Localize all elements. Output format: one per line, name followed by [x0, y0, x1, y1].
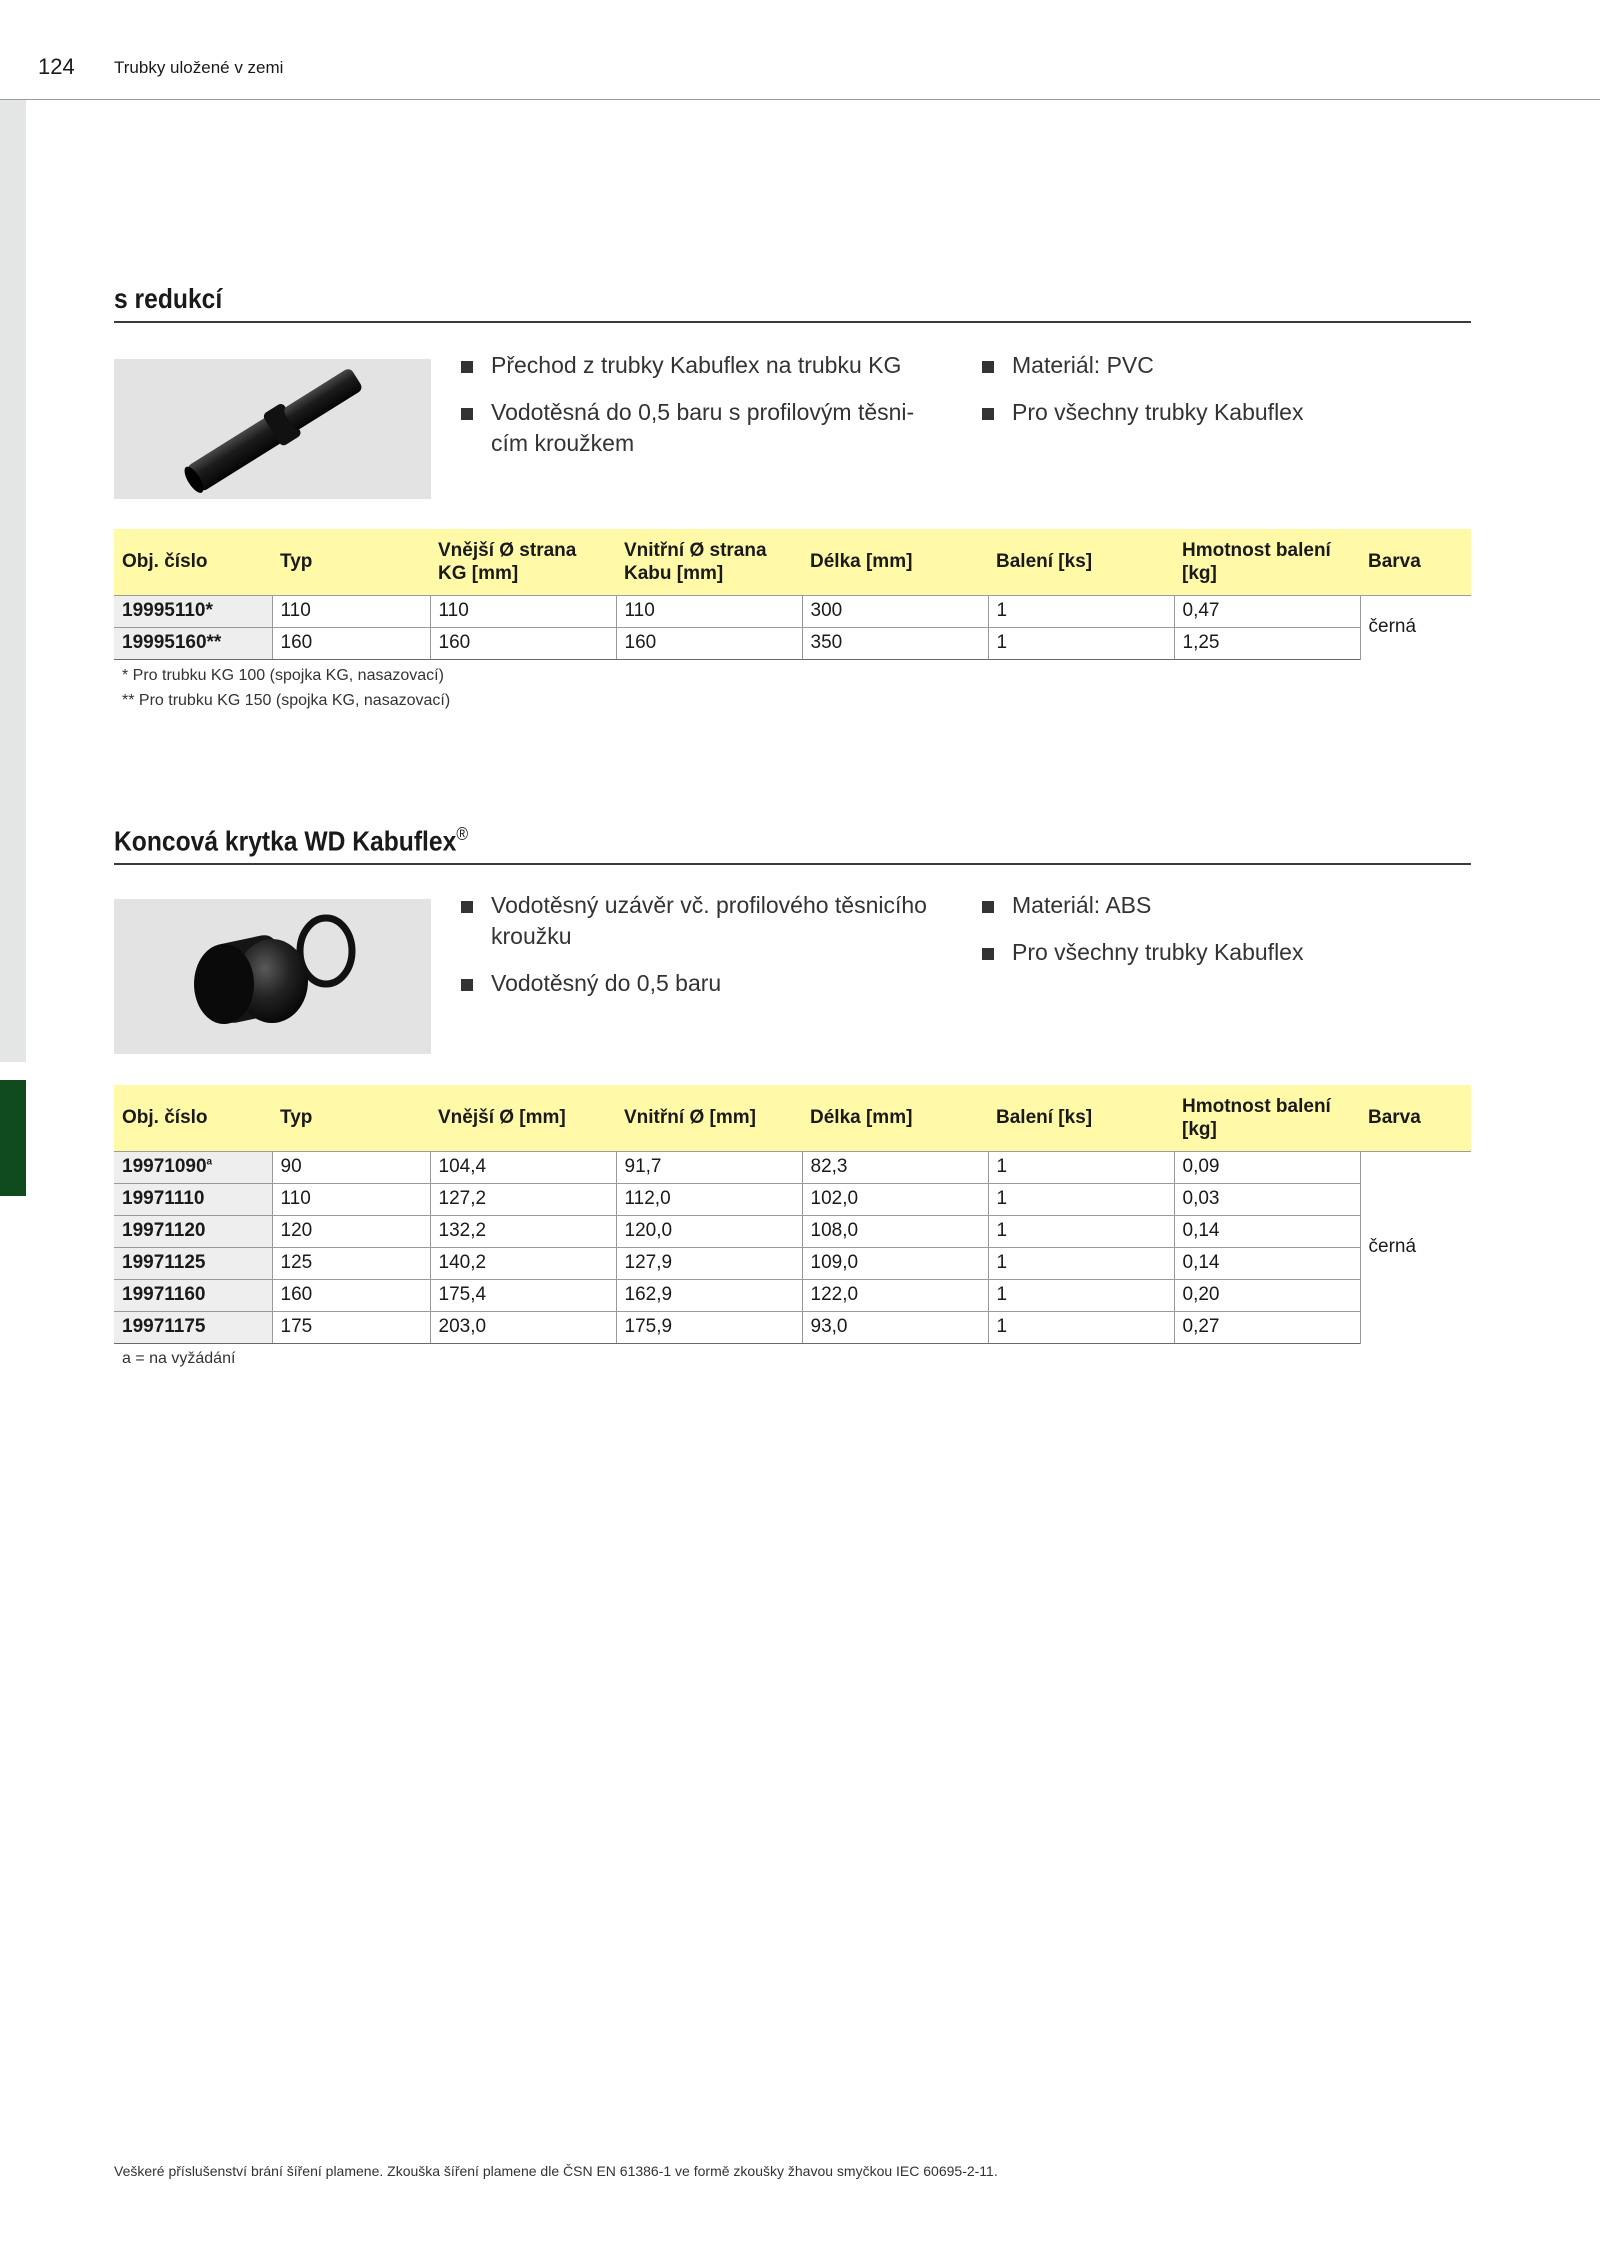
feature-item: Vodotěsný do 0,5 baru [461, 968, 961, 999]
header-color: Barva [1360, 1085, 1471, 1151]
footnote: * Pro trubku KG 100 (spojka KG, nasazovací) [122, 667, 444, 684]
color-cell: černá [1360, 595, 1471, 659]
header-inner: Vnitřní Ø strana Kabu [mm] [616, 529, 802, 595]
color-cell: černá [1360, 1151, 1471, 1343]
table-row: 19971160 160 175,4 162,9 122,0 1 0,20 [114, 1279, 1471, 1311]
section-rule [114, 863, 1471, 865]
feature-list-left [461, 350, 951, 475]
table-row: 19995160** 160 160 160 350 1 1,25 [114, 627, 1471, 659]
header-typ: Typ [272, 529, 430, 595]
side-bar [0, 100, 26, 1062]
section-title: Koncová krytka WD Kabuflex® [114, 824, 468, 857]
feature-list-right [982, 350, 1442, 444]
table-notes [122, 1346, 235, 1371]
footnote: a = na vyžádání [122, 1350, 236, 1367]
product-photo-end-cap [114, 899, 431, 1054]
footer-note: Veškeré příslušenství brání šíření plamene. Zkouška šíření plamene dle ČSN EN 61386-1 ve formě zkoušky žhavou smyčkou IEC 60695-2-11. [114, 2163, 998, 2179]
table-header [114, 1085, 1471, 1151]
section-reducer [114, 283, 1471, 315]
header-weight: Hmotnost balení [kg] [1174, 529, 1360, 595]
product-photo-reducer [114, 359, 431, 499]
header-color: Barva [1360, 529, 1471, 595]
header-length: Délka [mm] [802, 1085, 988, 1151]
feature-item: Přechod z trubky Kabuflex na trubku KG [461, 350, 951, 381]
footnote: ** Pro trubku KG 150 (spojka KG, nasazovací) [122, 692, 451, 709]
feature-list-right [982, 890, 1442, 984]
header-outer: Vnější Ø strana KG [mm] [430, 529, 616, 595]
spec-table-end-cap [114, 1085, 1471, 1344]
feature-item: Vodotěsný uzávěr vč. profilového těsnicího kroužku [461, 890, 961, 952]
table-row: 19995110* 110 110 110 300 1 0,47 černá [114, 595, 1471, 627]
spec-table-reducer [114, 529, 1471, 660]
header-typ: Typ [272, 1085, 430, 1151]
table-header [114, 529, 1471, 595]
table-row: 19971090$^a$ 90 104,4 91,7 82,3 1 0,09 černá [114, 1151, 1471, 1183]
header-obj: Obj. číslo [114, 1085, 272, 1151]
header-pack: Balení [ks] [988, 1085, 1174, 1151]
header-inner: Vnitřní Ø [mm] [616, 1085, 802, 1151]
table-row: 19971120 120 132,2 120,0 108,0 1 0,14 [114, 1215, 1471, 1247]
table-row: 19971125 125 140,2 127,9 109,0 1 0,14 [114, 1247, 1471, 1279]
table-row: 19971175 175 203,0 175,9 93,0 1 0,27 [114, 1311, 1471, 1343]
side-bar-marker [0, 1080, 26, 1196]
table-row: 19971110 110 127,2 112,0 102,0 1 0,03 [114, 1183, 1471, 1215]
feature-item: Pro všechny trubky Kabuflex [982, 397, 1442, 428]
header-length: Délka [mm] [802, 529, 988, 595]
running-title: Trubky uložené v zemi [114, 58, 284, 77]
page-header [0, 0, 1600, 100]
feature-item: Materiál: PVC [982, 350, 1442, 381]
section-title: s redukcí [114, 283, 223, 314]
section-end-cap [114, 824, 1471, 857]
table-notes [122, 663, 450, 713]
feature-item: Vodotěsná do 0,5 baru s profilovým těsni-cím kroužkem [461, 397, 951, 459]
header-weight: Hmotnost balení [kg] [1174, 1085, 1360, 1151]
header-outer: Vnější Ø [mm] [430, 1085, 616, 1151]
section-rule [114, 321, 1471, 323]
header-pack: Balení [ks] [988, 529, 1174, 595]
feature-item: Pro všechny trubky Kabuflex [982, 937, 1442, 968]
feature-item: Materiál: ABS [982, 890, 1442, 921]
feature-list-left [461, 890, 961, 1015]
page-number: 124 [38, 54, 75, 79]
header-obj: Obj. číslo [114, 529, 272, 595]
